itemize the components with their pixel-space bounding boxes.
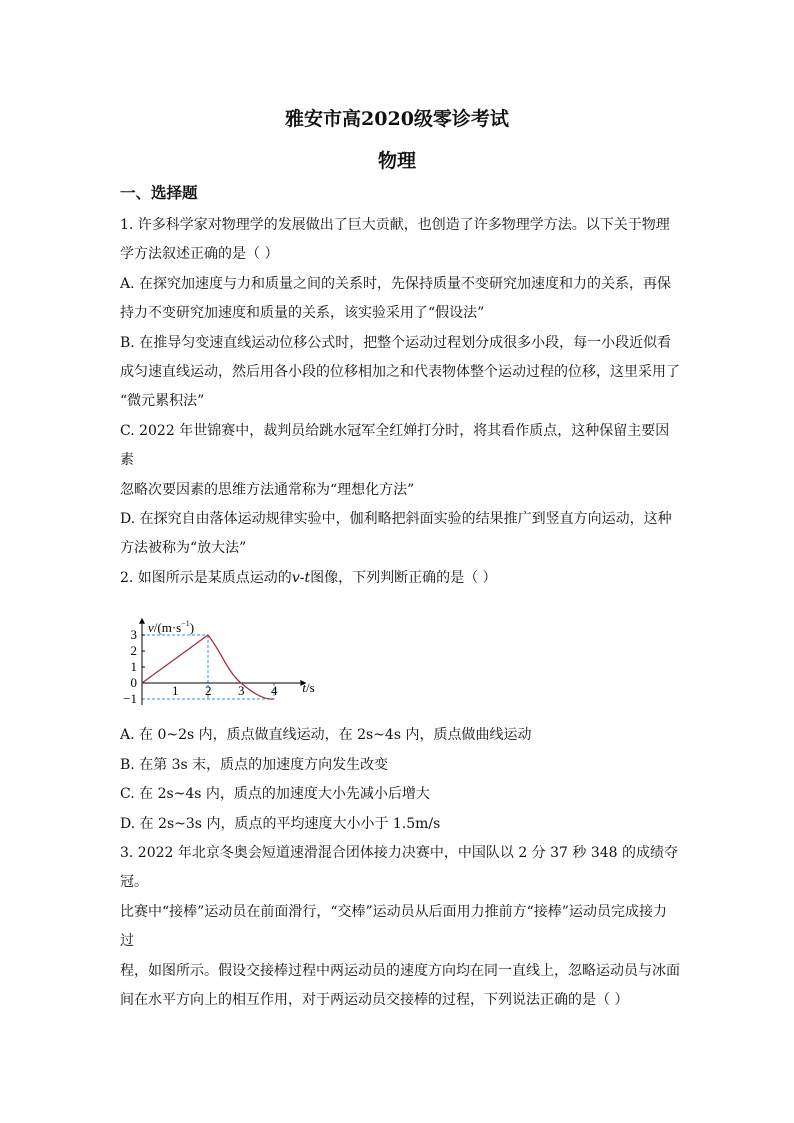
q3-stem-line: 3. 2022 年北京冬奥会短道速滑混合团体接力决赛中，中国队以 2 分 37 秒 348 的成绩夺冠。 [120,844,679,891]
q2-stem-pre: 2. 如图所示是某质点运动的 [120,569,292,586]
section-heading: 一、选择题 [120,183,198,202]
subject-title: 物理 [377,150,416,172]
y-tick-label: 1 [130,659,137,675]
q1-option-d: D. 在探究自由落体运动规律实验中，伽利略把斜面实验的结果推广到竖直方向运动，这种 [120,511,672,528]
q1-option-a-cont: 持力不变研究加速度和质量的关系，该实验采用了“假设法” [120,305,485,322]
vt-graph [120,603,315,713]
q1-option-d-cont: 方法被称为“放大法” [120,540,247,557]
q2-stem-post: 图像，下列判断正确的是（ ） [310,569,497,586]
q3-stem-line: 程，如图所示。假设交接棒过程中两运动员的速度方向均在同一直线上，忽略运动员与冰面 [120,962,680,979]
x-axis-label: t/s [302,680,315,696]
q1-option-c: C. 2022 年世锦赛中，裁判员给跳水冠军全红婵打分时，将其看作质点，这种保留主要因素 [120,422,670,469]
questions [120,211,680,1015]
x-tick-label: 1 [172,683,179,699]
q1-option-a: A. 在探究加速度与力和质量之间的关系时，先保持质量不变研究加速度和力的关系，再保 [120,275,672,292]
y-axis-label: $v/(m\cdot s^{-1})$ [148,619,195,636]
q3-stem-line: 间在水平方向上的相互作用，对于两运动员交接棒的过程，下列说法正确的是（ ） [120,991,629,1008]
q1-stem-line: 1. 许多科学家对物理学的发展做出了巨大贡献，也创造了许多物理学方法。以下关于物理 [120,217,670,233]
x-tick-label: 4 [271,683,278,699]
y-tick-label: −1 [123,691,137,707]
y-axis-arrow [139,618,145,624]
q2-option-b: B. 在第 3s 末，质点的加速度方向发生改变 [120,756,389,773]
x-tick-label: 2 [205,683,212,699]
q1-option-b-cont: 成匀速直线运动，然后用各小段的位移相加之和代表物体整个运动过程的位移，这里采用了 [120,364,680,381]
vt-segment-rise [142,635,208,683]
q2-stem-var: v-t [291,569,311,586]
q1-option-b-cont: “微元累积法” [120,393,205,410]
q1-option-b: B. 在推导匀变速直线运动位移公式时，把整个运动过程划分成很多小段，每一小段近似看 [120,334,672,351]
y-tick-label: 2 [130,643,137,659]
x-tick-label: 3 [238,683,245,699]
q1-option-c-cont: 忽略次要因素的思维方法通常称为“理想化方法” [120,481,415,498]
y-tick-label: 0 [130,675,137,691]
q1-stem-line: 学方法叙述正确的是（ ） [120,246,279,263]
q2-stem [120,564,680,593]
y-tick-label: 3 [130,627,137,643]
q3-stem-line: 比赛中“接棒”运动员在前面滑行，“交棒”运动员从后面用力推前方“接棒”运动员完成接力过 [120,903,667,950]
q2-option-c: C. 在 2s~4s 内，质点的加速度大小先减小后增大 [120,786,430,803]
q2-option-a: A. 在 0~2s 内，质点做直线运动，在 2s~4s 内，质点做曲线运动 [120,727,532,744]
q2-option-d: D. 在 2s~3s 内，质点的平均速度大小小于 1.5m/s [120,815,441,832]
exam-title: 雅安市高2020级零诊考试 [285,108,509,130]
